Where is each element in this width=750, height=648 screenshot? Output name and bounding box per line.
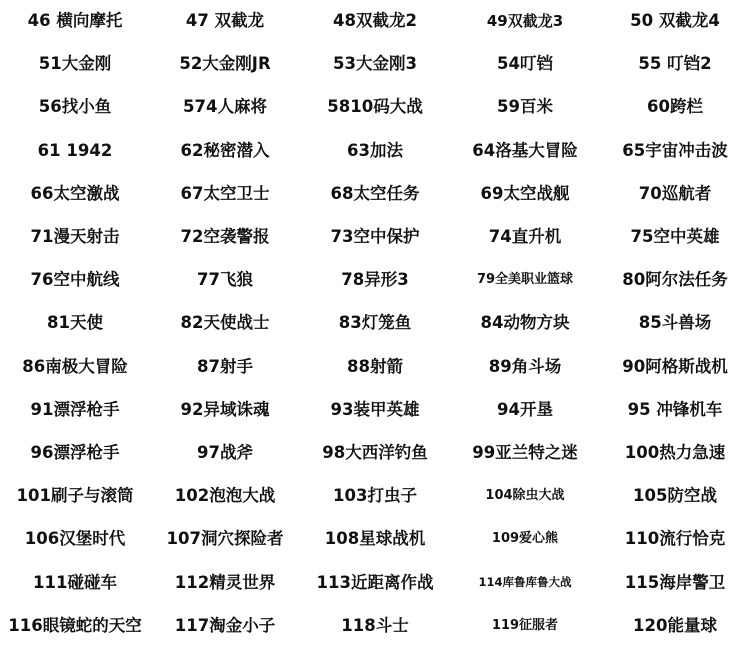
game-list-item[interactable]: 67太空卫士 [180, 183, 270, 203]
game-list-item[interactable]: 97战斧 [197, 442, 253, 462]
game-list-item[interactable]: 109爱心熊 [491, 531, 559, 547]
game-list-item[interactable]: 46 横向摩托 [27, 11, 123, 31]
game-list-item[interactable]: 111碰碰车 [33, 572, 117, 592]
game-list-item[interactable]: 77飞狼 [197, 270, 253, 290]
game-list-item[interactable]: 55 叮铛2 [638, 54, 712, 74]
game-list-item[interactable]: 85斗兽场 [638, 313, 712, 333]
game-list-item[interactable]: 98大西洋钓鱼 [322, 442, 428, 462]
game-list-item[interactable]: 66太空激战 [30, 183, 120, 203]
game-list-item[interactable]: 75空中英雄 [630, 227, 720, 247]
game-list-item[interactable]: 74直升机 [488, 227, 562, 247]
game-list-item[interactable]: 110流行恰克 [624, 529, 726, 549]
game-list-item[interactable]: 574人麻将 [183, 97, 267, 117]
game-list-item[interactable]: 102泡泡大战 [174, 486, 276, 506]
game-list-item[interactable]: 52大金刚JR [179, 54, 271, 74]
game-list-item[interactable]: 83灯笼鱼 [338, 313, 412, 333]
game-list-item[interactable]: 49双截龙3 [486, 11, 564, 30]
game-list-item[interactable]: 120能量球 [633, 615, 717, 635]
game-list-item[interactable]: 73空中保护 [330, 227, 420, 247]
game-list-item[interactable]: 106汉堡时代 [24, 529, 126, 549]
game-list-item[interactable]: 92异域诛魂 [180, 399, 270, 419]
game-list-item[interactable]: 69太空战舰 [480, 183, 570, 203]
game-list-item[interactable]: 72空袭警报 [180, 227, 270, 247]
game-list-item[interactable]: 99亚兰特之迷 [472, 442, 578, 462]
game-list-item[interactable]: 60跨栏 [647, 97, 703, 117]
game-list-item[interactable]: 93装甲英雄 [330, 399, 420, 419]
game-list-item[interactable]: 80阿尔法任务 [622, 270, 728, 290]
game-list-item[interactable]: 104除虫大战 [485, 488, 565, 504]
game-list-item[interactable]: 95 冲锋机车 [627, 399, 723, 419]
game-list-item[interactable]: 100热力急速 [624, 442, 726, 462]
game-list-item[interactable]: 114库鲁库鲁大战 [478, 575, 572, 590]
game-list-item[interactable]: 117淘金小子 [174, 615, 276, 635]
game-list-item[interactable]: 96漂浮枪手 [30, 442, 120, 462]
game-list-item[interactable]: 101刷子与滚筒 [16, 486, 134, 506]
game-list-item[interactable]: 103打虫子 [333, 486, 417, 506]
game-list-item[interactable]: 88射箭 [347, 356, 403, 376]
game-list-item[interactable]: 107洞穴探险者 [166, 529, 284, 549]
game-list-item[interactable]: 5810码大战 [327, 97, 423, 117]
game-list-item[interactable]: 86南极大冒险 [22, 356, 128, 376]
game-list-item[interactable]: 63加法 [347, 140, 403, 160]
game-list-item[interactable]: 54叮铛 [497, 54, 553, 74]
game-list-item[interactable]: 61 1942 [37, 140, 113, 160]
game-list-item[interactable]: 119征服者 [491, 617, 559, 633]
game-list-item[interactable]: 65宇宙冲击波 [622, 140, 728, 160]
game-list-item[interactable]: 68太空任务 [330, 183, 420, 203]
game-list-item[interactable]: 87射手 [197, 356, 253, 376]
game-list-item[interactable]: 115海岸警卫 [624, 572, 726, 592]
game-list-item[interactable]: 48双截龙2 [333, 11, 417, 31]
game-list-item[interactable]: 71漫天射击 [30, 227, 120, 247]
game-list-item[interactable]: 116眼镜蛇的天空 [8, 615, 142, 635]
game-list-item[interactable]: 79全美职业篮球 [476, 272, 574, 288]
game-list-item[interactable]: 94开垦 [497, 399, 553, 419]
game-list-item[interactable]: 62秘密潜入 [180, 140, 270, 160]
game-list-item[interactable]: 82天使战士 [180, 313, 270, 333]
game-list-item[interactable]: 105防空战 [633, 486, 717, 506]
game-list-item[interactable]: 70巡航者 [638, 183, 712, 203]
game-list-item[interactable]: 47 双截龙 [185, 11, 265, 31]
game-list-item[interactable]: 81天使 [47, 313, 103, 333]
game-list-item[interactable]: 91漂浮枪手 [30, 399, 120, 419]
game-list-item[interactable]: 51大金刚 [38, 54, 112, 74]
game-list-item[interactable]: 118斗士 [341, 615, 409, 635]
game-list-item[interactable]: 89角斗场 [488, 356, 562, 376]
game-list-item[interactable]: 64洛基大冒险 [472, 140, 578, 160]
game-list-item[interactable]: 113近距离作战 [316, 572, 434, 592]
game-list-item[interactable]: 90阿格斯战机 [622, 356, 728, 376]
game-list-item[interactable]: 84动物方块 [480, 313, 570, 333]
game-list-item[interactable]: 78异形3 [341, 270, 409, 290]
game-list-item[interactable]: 112精灵世界 [174, 572, 276, 592]
game-list-item[interactable]: 76空中航线 [30, 270, 120, 290]
game-list-item[interactable]: 53大金刚3 [333, 54, 417, 74]
game-list-item[interactable]: 108星球战机 [324, 529, 426, 549]
game-list-item[interactable]: 50 双截龙4 [630, 11, 720, 31]
game-list-item[interactable]: 59百米 [497, 97, 553, 117]
game-list-item[interactable]: 56找小鱼 [38, 97, 112, 117]
